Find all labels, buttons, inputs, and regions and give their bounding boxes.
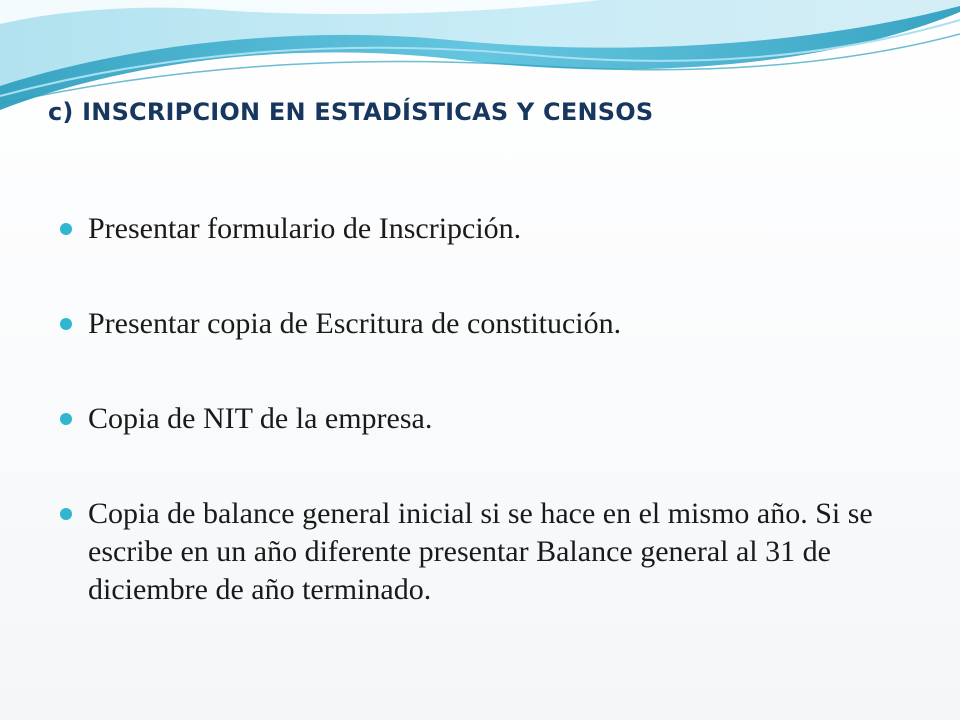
list-item <box>60 305 910 343</box>
list-item <box>60 210 910 248</box>
bullet-text: Presentar formulario de Inscripción. <box>88 212 522 245</box>
bullet-text: Presentar copia de Escritura de constitución. <box>88 307 622 340</box>
bullet-text: Copia de balance general inicial si se hace en el mismo año. Si se escribe en un año diferente presentar Balance general al 31 de diciembre de año terminado. <box>88 497 873 606</box>
slide-title: c) INSCRIPCION EN ESTADÍSTICAS Y CENSOS <box>48 98 654 126</box>
bullet-icon <box>60 508 72 520</box>
list-item <box>60 495 910 609</box>
bullet-icon <box>60 413 72 425</box>
bullet-text: Copia de NIT de la empresa. <box>88 402 433 435</box>
list-item <box>60 400 910 438</box>
bullet-list <box>60 210 910 609</box>
bullet-icon <box>60 318 72 330</box>
bullet-icon <box>60 223 72 235</box>
